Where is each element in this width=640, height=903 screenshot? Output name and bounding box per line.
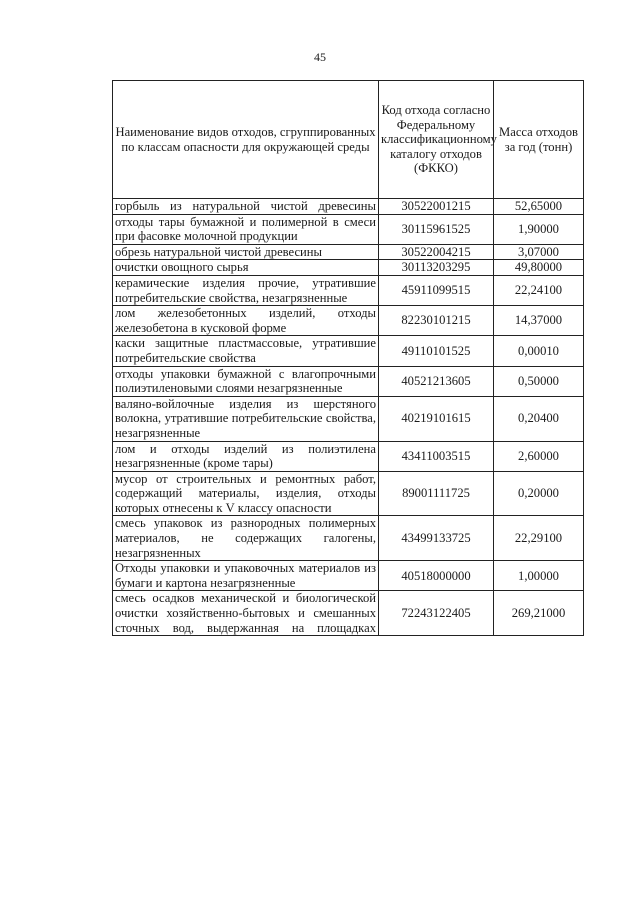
header-waste-mass: Масса отходов за год (тонн): [494, 81, 584, 199]
waste-mass-cell: 22,29100: [494, 516, 584, 561]
table-row: [113, 441, 584, 471]
waste-code-cell: 43499133725: [379, 516, 494, 561]
table-row: [113, 561, 584, 591]
waste-code-cell: 43411003515: [379, 441, 494, 471]
waste-code-cell: 40219101615: [379, 396, 494, 441]
waste-table: [112, 80, 584, 636]
waste-mass-cell: 52,65000: [494, 199, 584, 215]
waste-name-cell: лом и отходы изделий из полиэтилена незагрязненные (кроме тары): [113, 441, 379, 471]
waste-code-cell: 30522001215: [379, 199, 494, 215]
waste-code-cell: 82230101215: [379, 306, 494, 336]
table-row: [113, 260, 584, 276]
waste-code-cell: 72243122405: [379, 591, 494, 636]
waste-mass-cell: 0,20400: [494, 396, 584, 441]
table-row: [113, 306, 584, 336]
waste-name-cell: валяно-войлочные изделия из шерстяного волокна, утратившие потребительские свойства, незагрязненные: [113, 396, 379, 441]
header-waste-name: Наименование видов отходов, сгруппированных по классам опасности для окружающей среды: [113, 81, 379, 199]
waste-code-cell: 49110101525: [379, 336, 494, 366]
waste-mass-cell: 269,21000: [494, 591, 584, 636]
waste-mass-cell: 0,00010: [494, 336, 584, 366]
waste-name-cell: горбыль из натуральной чистой древесины: [113, 199, 379, 215]
waste-mass-cell: 49,80000: [494, 260, 584, 276]
table-row: [113, 244, 584, 260]
waste-name-cell: смесь осадков механической и биологической очистки хозяйственно-бытовых и смешанных сточных вод, выдержанная на площадках: [113, 591, 379, 636]
table-row: [113, 336, 584, 366]
waste-mass-cell: 2,60000: [494, 441, 584, 471]
table-row: [113, 366, 584, 396]
waste-mass-cell: 0,50000: [494, 366, 584, 396]
waste-mass-cell: 22,24100: [494, 275, 584, 305]
header-waste-code: Код отхода согласно Федеральному классификационному каталогу отходов (ФККО): [379, 81, 494, 199]
table-row: [113, 516, 584, 561]
waste-code-cell: 30522004215: [379, 244, 494, 260]
table-row: [113, 199, 584, 215]
table-row: [113, 275, 584, 305]
table-row: [113, 396, 584, 441]
waste-name-cell: лом железобетонных изделий, отходы железобетона в кусковой форме: [113, 306, 379, 336]
waste-code-cell: 30115961525: [379, 214, 494, 244]
waste-mass-cell: 0,20000: [494, 471, 584, 516]
table-row: [113, 214, 584, 244]
waste-name-cell: каски защитные пластмассовые, утратившие потребительские свойства: [113, 336, 379, 366]
waste-name-cell: мусор от строительных и ремонтных работ, содержащий материалы, изделия, отходы которых отнесены к V классу опасности: [113, 471, 379, 516]
table-row: [113, 591, 584, 636]
waste-name-cell: смесь упаковок из разнородных полимерных материалов, не содержащих галогены, незагрязненных: [113, 516, 379, 561]
waste-code-cell: 40521213605: [379, 366, 494, 396]
waste-name-cell: Отходы упаковки и упаковочных материалов из бумаги и картона незагрязненные: [113, 561, 379, 591]
waste-mass-cell: 14,37000: [494, 306, 584, 336]
waste-name-cell: отходы упаковки бумажной с влагопрочными полиэтиленовыми слоями незагрязненные: [113, 366, 379, 396]
table-header-row: [113, 81, 584, 199]
waste-code-cell: 40518000000: [379, 561, 494, 591]
waste-name-cell: очистки овощного сырья: [113, 260, 379, 276]
waste-name-cell: обрезь натуральной чистой древесины: [113, 244, 379, 260]
waste-code-cell: 30113203295: [379, 260, 494, 276]
table-row: [113, 471, 584, 516]
waste-mass-cell: 3,07000: [494, 244, 584, 260]
waste-mass-cell: 1,00000: [494, 561, 584, 591]
waste-code-cell: 89001111725: [379, 471, 494, 516]
waste-name-cell: отходы тары бумажной и полимерной в смеси при фасовке молочной продукции: [113, 214, 379, 244]
waste-name-cell: керамические изделия прочие, утратившие потребительские свойства, незагрязненные: [113, 275, 379, 305]
waste-code-cell: 45911099515: [379, 275, 494, 305]
waste-mass-cell: 1,90000: [494, 214, 584, 244]
page-number: 45: [314, 50, 326, 64]
